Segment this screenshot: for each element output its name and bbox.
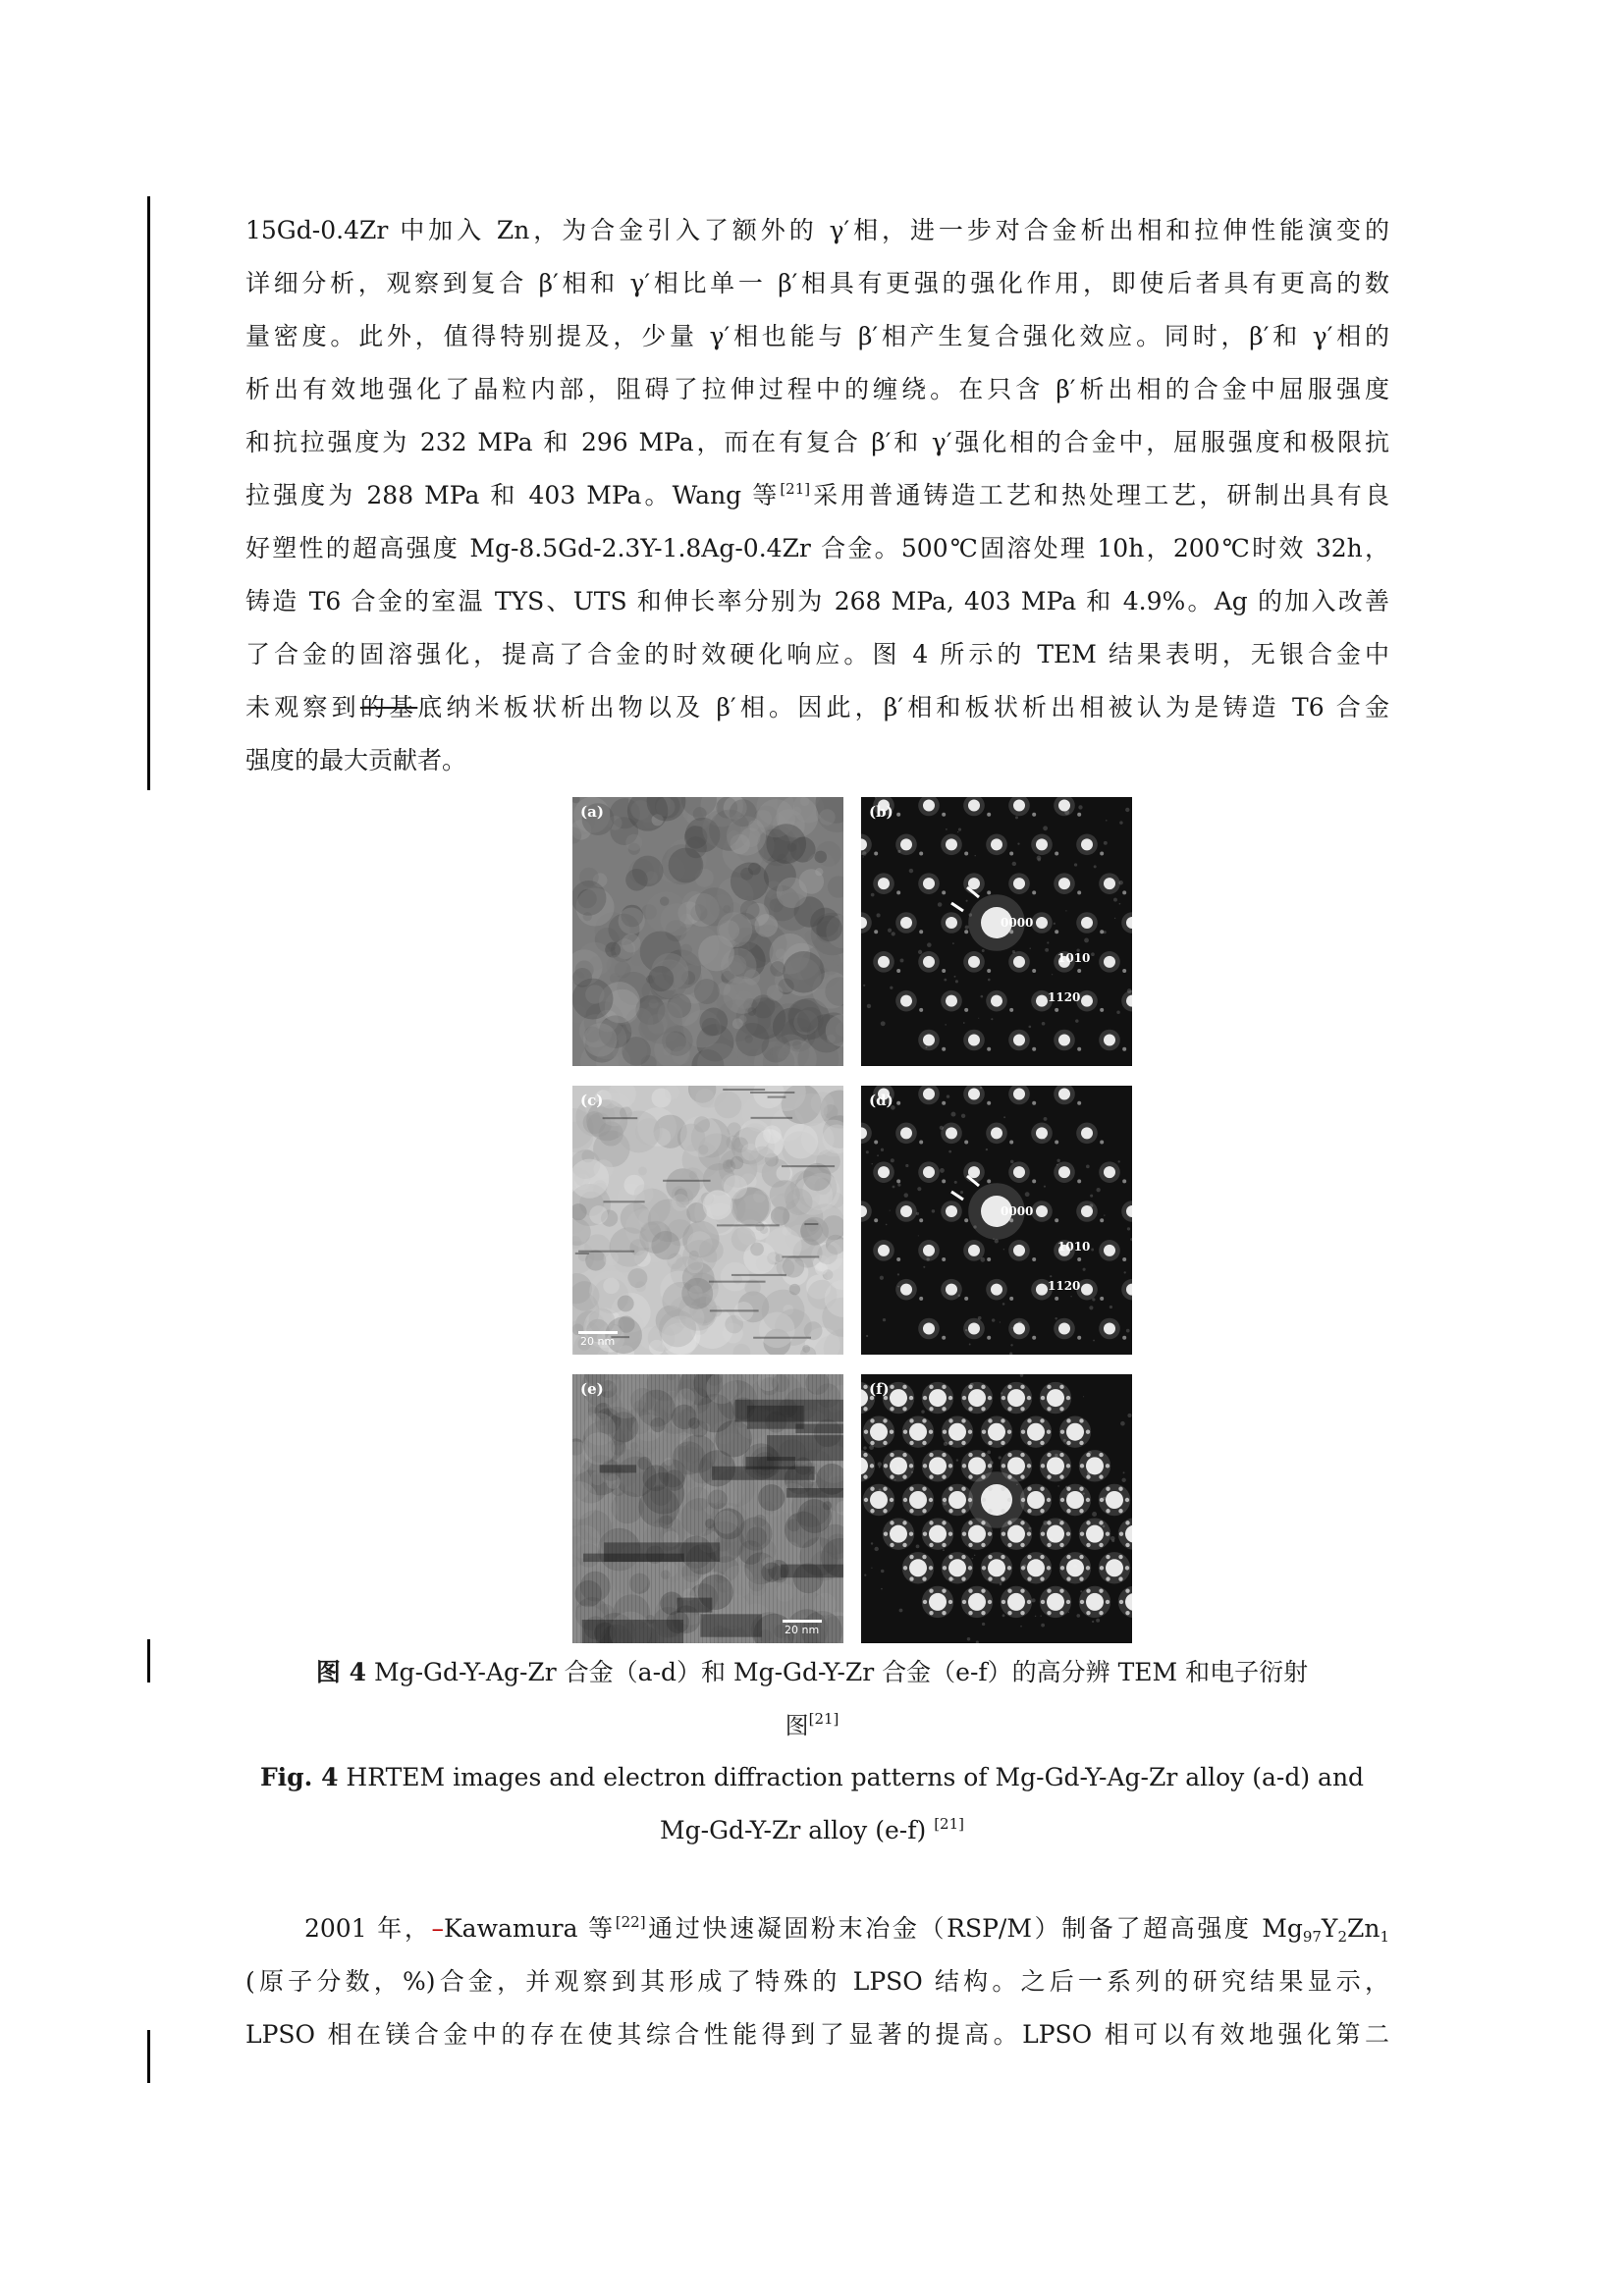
change-bar (147, 2030, 150, 2083)
body-paragraph-1 (245, 204, 1389, 787)
text-line: 了合金的固溶强化，提高了合金的时效硬化响应。图 4 所示的 TEM 结果表明，无银合金中 (245, 640, 1389, 668)
figure-panel (572, 1374, 843, 1643)
figure-caption-zh-line2: 图[21] (785, 1710, 839, 1739)
text-line: 未观察到的基底纳米板状析出物以及 β′相。因此，β′相和板状析出相被认为是铸造 T6 合金 (245, 693, 1389, 721)
figure-4 (572, 797, 1132, 1643)
text-line: 和抗拉强度为 232 MPa 和 296 MPa，而在有复合 β′和 γ′强化相的合金中，屈服强度和极限抗 (245, 428, 1389, 456)
figure-caption-en-line2: Mg-Gd-Y-Zr alloy (e-f) [21] (660, 1815, 964, 1844)
text-line: 量密度。此外，值得特别提及，少量 γ′相也能与 β′相产生复合强化效应。同时，β′和 γ′相的 (245, 322, 1389, 350)
diffraction-spot-label: 0000 (1001, 916, 1034, 930)
change-bar (147, 196, 150, 790)
figure-panel (861, 1086, 1132, 1355)
diffraction-spot-label: 0000 (1001, 1204, 1034, 1218)
text-line: 铸造 T6 合金的室温 TYS、UTS 和伸长率分别为 268 MPa, 403 MPa 和 4.9%。Ag 的加入改善 (245, 587, 1389, 615)
text-line: 15Gd-0.4Zr 中加入 Zn，为合金引入了额外的 γ′相，进一步对合金析出相和拉伸性能演变的 (245, 216, 1389, 244)
panel-label: (e) (580, 1380, 604, 1398)
text-line: 2001 年，–Kawamura 等[22]通过快速凝固粉末冶金（RSP/M）制备了超高强度 $Mg_{97}Y_2Zn_1$ (304, 1913, 1390, 1946)
panel-label: (d) (869, 1092, 893, 1109)
diffraction-spot-label: 1120 (1048, 990, 1081, 1004)
panel-label: (b) (869, 803, 893, 821)
figure-panel (572, 1086, 843, 1355)
text-line: 析出有效地强化了晶粒内部，阻碍了拉伸过程中的缠绕。在只含 β′析出相的合金中屈服强度 (245, 375, 1389, 403)
figure-panel (572, 797, 843, 1066)
figure-panel (861, 797, 1132, 1066)
panel-label: (a) (580, 803, 604, 821)
panel-label: (c) (580, 1092, 604, 1109)
scale-bar-label: 20 nm (785, 1624, 820, 1636)
text-line: 详细分析，观察到复合 β′相和 γ′相比单一 β′相具有更强的强化作用，即使后者具有更高的数 (245, 269, 1389, 297)
scale-bar-label: 20 nm (580, 1335, 616, 1348)
body-paragraph-2 (245, 1902, 1389, 2061)
text-line: 强度的最大贡献者。 (245, 746, 467, 774)
text-line: LPSO 相在镁合金中的存在使其综合性能得到了显著的提高。LPSO 相可以有效地强化第二 (245, 2020, 1389, 2049)
figure-caption-zh-line1: 图 4 Mg-Gd-Y-Ag-Zr 合金（a-d）和 Mg-Gd-Y-Zr 合金（e-f）的高分辨 TEM 和电子衍射 (315, 1658, 1309, 1686)
panel-label: (f) (869, 1380, 890, 1398)
diffraction-spot-label: 1010 (1057, 951, 1091, 965)
figure-panel (861, 1374, 1132, 1643)
text-line: 好塑性的超高强度 Mg-8.5Gd-2.3Y-1.8Ag-0.4Zr 合金。500℃固溶处理 10h，200℃时效 32h， (245, 534, 1389, 562)
text-line: 拉强度为 288 MPa 和 403 MPa。Wang 等[21]采用普通铸造工艺和热处理工艺，研制出具有良 (245, 480, 1389, 509)
diffraction-spot-label: 1120 (1048, 1279, 1081, 1293)
figure-caption-en-line1: Fig. 4 HRTEM images and electron diffraction patterns of Mg-Gd-Y-Ag-Zr alloy (a-d) and (259, 1763, 1365, 1791)
diffraction-spot-label: 1010 (1057, 1240, 1091, 1254)
text-line: (原子分数，%)合金，并观察到其形成了特殊的 LPSO 结构。之后一系列的研究结果显示， (245, 1967, 1389, 1996)
